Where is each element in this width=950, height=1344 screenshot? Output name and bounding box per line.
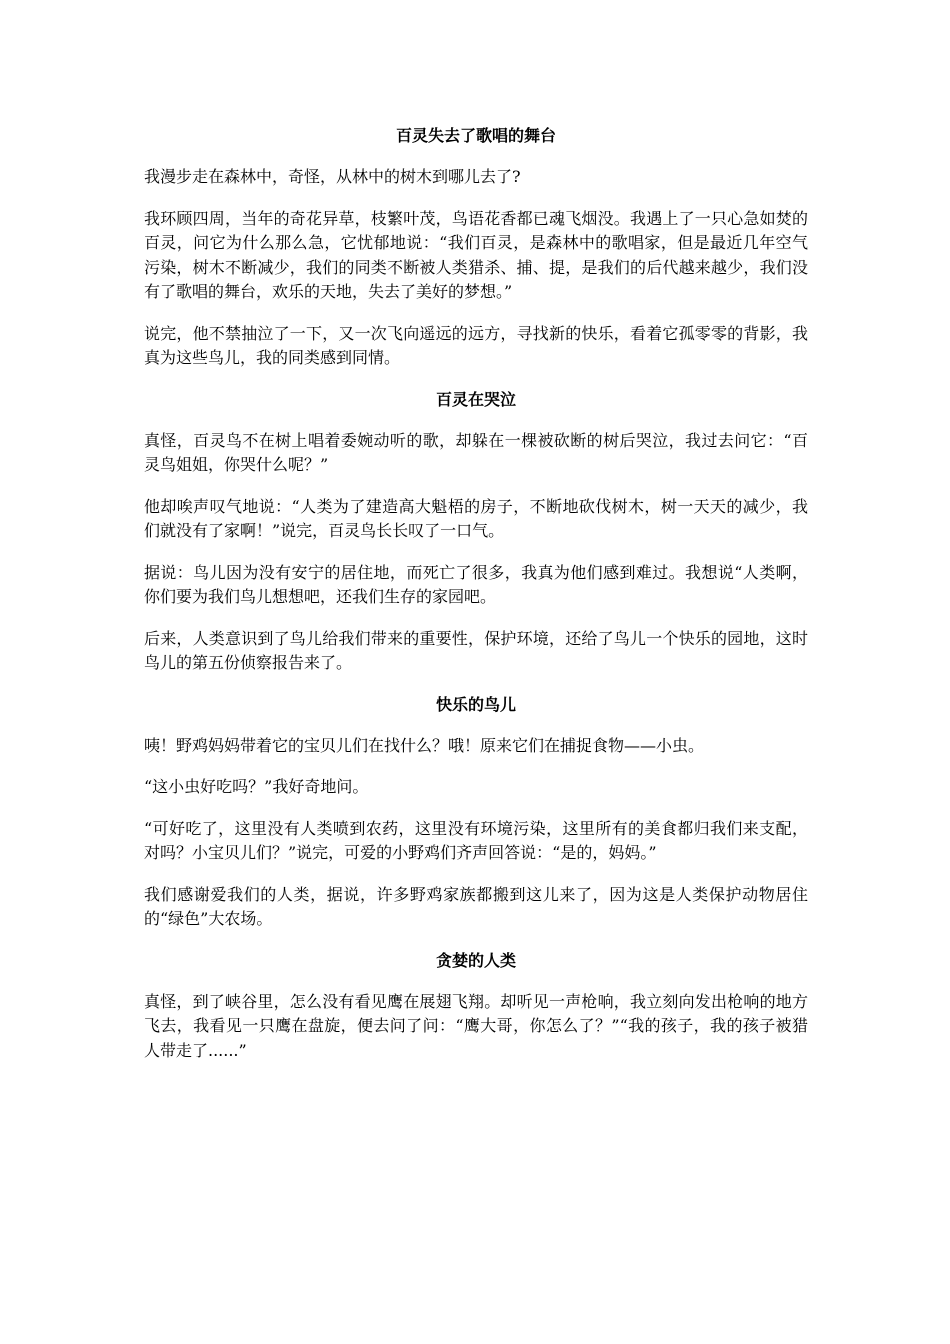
section-title: 快乐的鸟儿 — [435, 694, 516, 714]
paragraph: 我们感谢爱我们的人类，据说，许多野鸡家族都搬到这儿来了，因为这是人类保护动物居住的“绿色”大农场。 — [144, 884, 808, 928]
paragraph: 真怪，百灵鸟不在树上唱着委婉动听的歌，却躲在一棵被砍断的树后哭泣，我过去问它：“百灵鸟姐姐，你哭什么呢？” — [144, 430, 808, 474]
paragraph: 我漫步走在森林中，奇怪，从林中的树木到哪儿去了? — [144, 167, 521, 186]
paragraph: 据说：鸟儿因为没有安宁的居住地，而死亡了很多，我真为他们感到难过。我想说“人类啊，你们要为我们鸟儿想想吧，还我们生存的家园吧。 — [144, 562, 808, 606]
paragraph: 我环顾四周，当年的奇花异草，枝繁叶茂，鸟语花香都已魂飞烟没。我遇上了一只心急如焚的百灵，问它为什么那么急，它忧郁地说：“我们百灵，是森林中的歌唱家，但是最近几年空气污染，树木不断减少，我们的同类不断被人类猎杀、捕、提，是我们的后代越来越少，我们没有了歌唱的舞台，欢乐的天地，失去了美好的梦想。” — [144, 208, 808, 301]
paragraph: “这小虫好吃吗？”我好奇地问。 — [144, 777, 369, 796]
paragraph: 咦！野鸡妈妈带着它的宝贝儿们在找什么？哦！原来它们在捕捉食物——小虫。 — [144, 735, 705, 755]
paragraph: 真怪，到了峡谷里，怎么没有看见鹰在展翅飞翔。却听见一声枪响，我立刻向发出枪响的地方飞去，我看见一只鹰在盘旋，便去问了问：“鹰大哥，你怎么了？”“我的孩子，我的孩子被猎人带走了......” — [144, 991, 808, 1060]
document-body — [144, 124, 808, 1080]
section-title: 百灵失去了歌唱的舞台 — [395, 126, 556, 145]
section-title: 贪婪的人类 — [435, 950, 516, 970]
paragraph: 说完，他不禁抽泣了一下，又一次飞向遥远的远方，寻找新的快乐，看着它孤零零的背影，我真为这些鸟儿，我的同类感到同情。 — [144, 323, 808, 367]
paragraph: “可好吃了，这里没有人类喷到农药，这里没有环境污染，这里所有的美食都归我们来支配，对吗？小宝贝儿们？”说完，可爱的小野鸡们齐声回答说：“是的，妈妈。” — [144, 818, 808, 862]
paragraph: 后来，人类意识到了鸟儿给我们带来的重要性，保护环境，还给了鸟儿一个快乐的园地，这时鸟儿的第五份侦察报告来了。 — [144, 628, 808, 672]
paragraph: 他却唉声叹气地说：“人类为了建造高大魁梧的房子，不断地砍伐树木，树一天天的减少，我们就没有了家啊！”说完，百灵鸟长长叹了一口气。 — [144, 496, 808, 540]
section-title: 百灵在哭泣 — [435, 389, 516, 409]
